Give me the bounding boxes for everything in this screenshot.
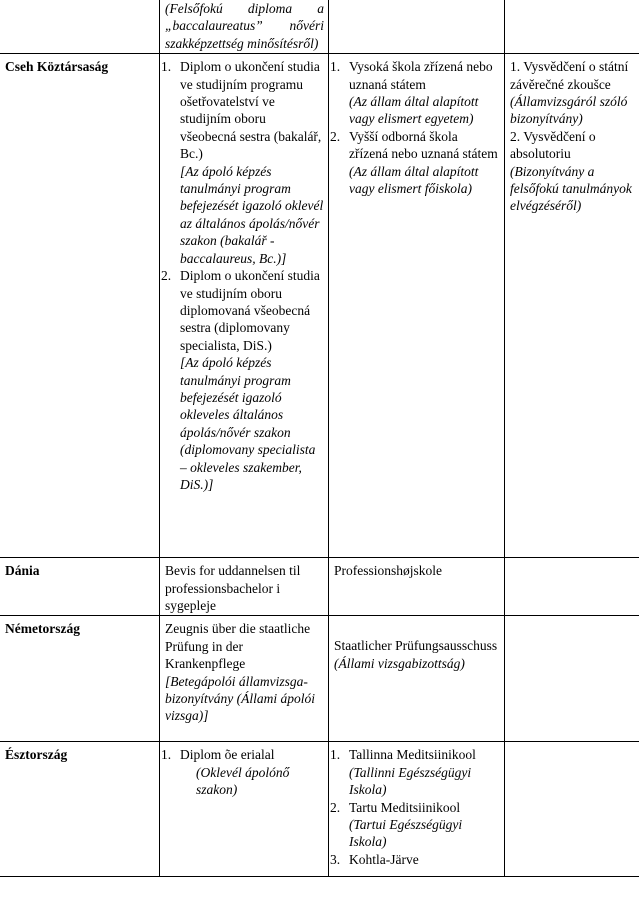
awarding-body-list [330, 746, 500, 868]
qualification-title: Diplom o ukončení studia ve studijním oboru diplomovaná všeobecná sestra (diplomovany specialista, DiS.) [180, 268, 320, 353]
country-name: Észtország [0, 742, 160, 877]
table-row [0, 558, 639, 616]
awarding-body-translation: (Az állam által alapított vagy elismert egyetem) [349, 94, 479, 127]
qualification-list [161, 58, 324, 493]
awarding-body-name: Tallinna Meditsiinikool [349, 747, 476, 763]
list-item [161, 58, 324, 267]
certificate-title: 2. Vysvědčení o absolutoriu [510, 128, 596, 162]
item-number: 2. [161, 268, 172, 284]
qualification-title: Bevis for uddannelsen til professionsbachelor i sygepleje [160, 558, 329, 616]
certificate-cell [505, 0, 639, 54]
awarding-body-name: Kohtla-Järve [349, 851, 419, 867]
awarding-body-name: Professionshøjskole [329, 558, 505, 616]
awarding-body-cell [329, 616, 505, 742]
table-row [0, 54, 639, 558]
qualification-cell [160, 742, 329, 877]
awarding-body-translation: (Tartui Egészségügyi Iskola) [349, 817, 463, 850]
certificate-translation: (Bizonyítvány a felsőfokú tanulmányok elvégzéséről) [510, 163, 632, 214]
awarding-body-translation: (Az állam által alapított vagy elismert főiskola) [349, 163, 479, 197]
qualification-cell [160, 54, 329, 558]
certificate-cell [505, 54, 639, 558]
awarding-body-name: Vysoká škola zřízená nebo uznaná státem [349, 59, 493, 92]
awarding-body-name: Vyšší odborná škola zřízená nebo uznaná státem [349, 128, 498, 162]
list-item [161, 746, 324, 798]
qualification-translation: (Oklevél ápolónő szakon) [196, 764, 290, 798]
country-name: Németország [0, 616, 160, 742]
qualification-cell [160, 0, 329, 54]
awarding-body-name: Staatlicher Prüfungsausschuss [334, 638, 498, 654]
list-item [330, 746, 500, 798]
country-cell [0, 0, 160, 54]
qualification-title: Zeugnis über die staatliche Prüfung in der Krankenpflege [165, 621, 311, 672]
list-item [330, 799, 500, 851]
table-row [0, 742, 639, 877]
list-item [330, 128, 500, 198]
item-number: 1. [330, 59, 341, 75]
item-number: 3. [330, 851, 341, 867]
item-number: 2. [330, 128, 341, 144]
item-number: 2. [330, 799, 341, 815]
qualification-list [161, 746, 324, 798]
certificate-translation: (Államvizsgáról szóló bizonyítvány) [510, 94, 628, 127]
item-number: 1. [330, 747, 341, 763]
country-name: Dánia [0, 558, 160, 616]
awarding-body-cell [329, 742, 505, 877]
awarding-body-name: Tartu Meditsiinikool [349, 799, 461, 815]
qualification-translation: [Az ápoló képzés tanulmányi program befejezését igazoló okleveles általános ápolás/nővér szakon (diplomovany specialista – okleveles szakember, DiS.)] [180, 355, 316, 492]
certificate-title: 1. Vysvědčení o státní závěrečné zkoušce [510, 59, 629, 92]
qualification-cell [160, 616, 329, 742]
awarding-body-list [330, 58, 500, 197]
qualification-title: Diplom õe erialal [180, 747, 275, 763]
awarding-body-cell [329, 0, 505, 54]
item-number: 1. [161, 747, 172, 763]
awarding-body-translation: (Állami vizsgabizottság) [334, 655, 465, 671]
awarding-body-translation: (Tallinni Egészségügyi Iskola) [349, 764, 472, 798]
list-item [330, 851, 500, 868]
list-item [161, 267, 324, 493]
qualification-title: Diplom o ukončení studia ve studijním programu ošetřovatelství ve studijním oboru všeobecná sestra (bakalář, Bc.) [180, 59, 322, 162]
awarding-body-cell [329, 54, 505, 558]
qualification-translation: (Felsőfokú diploma a „baccalaureatus” nővéri szakképzettség minősítésről) [165, 1, 324, 51]
certificate-cell [505, 742, 639, 877]
item-number: 1. [161, 59, 172, 75]
certificate-cell [505, 616, 639, 742]
list-item [330, 58, 500, 128]
table-row [0, 0, 639, 54]
country-name: Cseh Köztársaság [0, 54, 160, 558]
qualification-translation: [Az ápoló képzés tanulmányi program befejezését igazoló oklevél az általános ápolás/nővér szakon (bakalář - baccalaureus, Bc.)] [180, 163, 324, 266]
certificate-cell [505, 558, 639, 616]
qualification-translation: [Betegápolói államvizsga-bizonyítvány (Állami ápolói vizsga)] [165, 673, 315, 724]
table-row [0, 616, 639, 742]
